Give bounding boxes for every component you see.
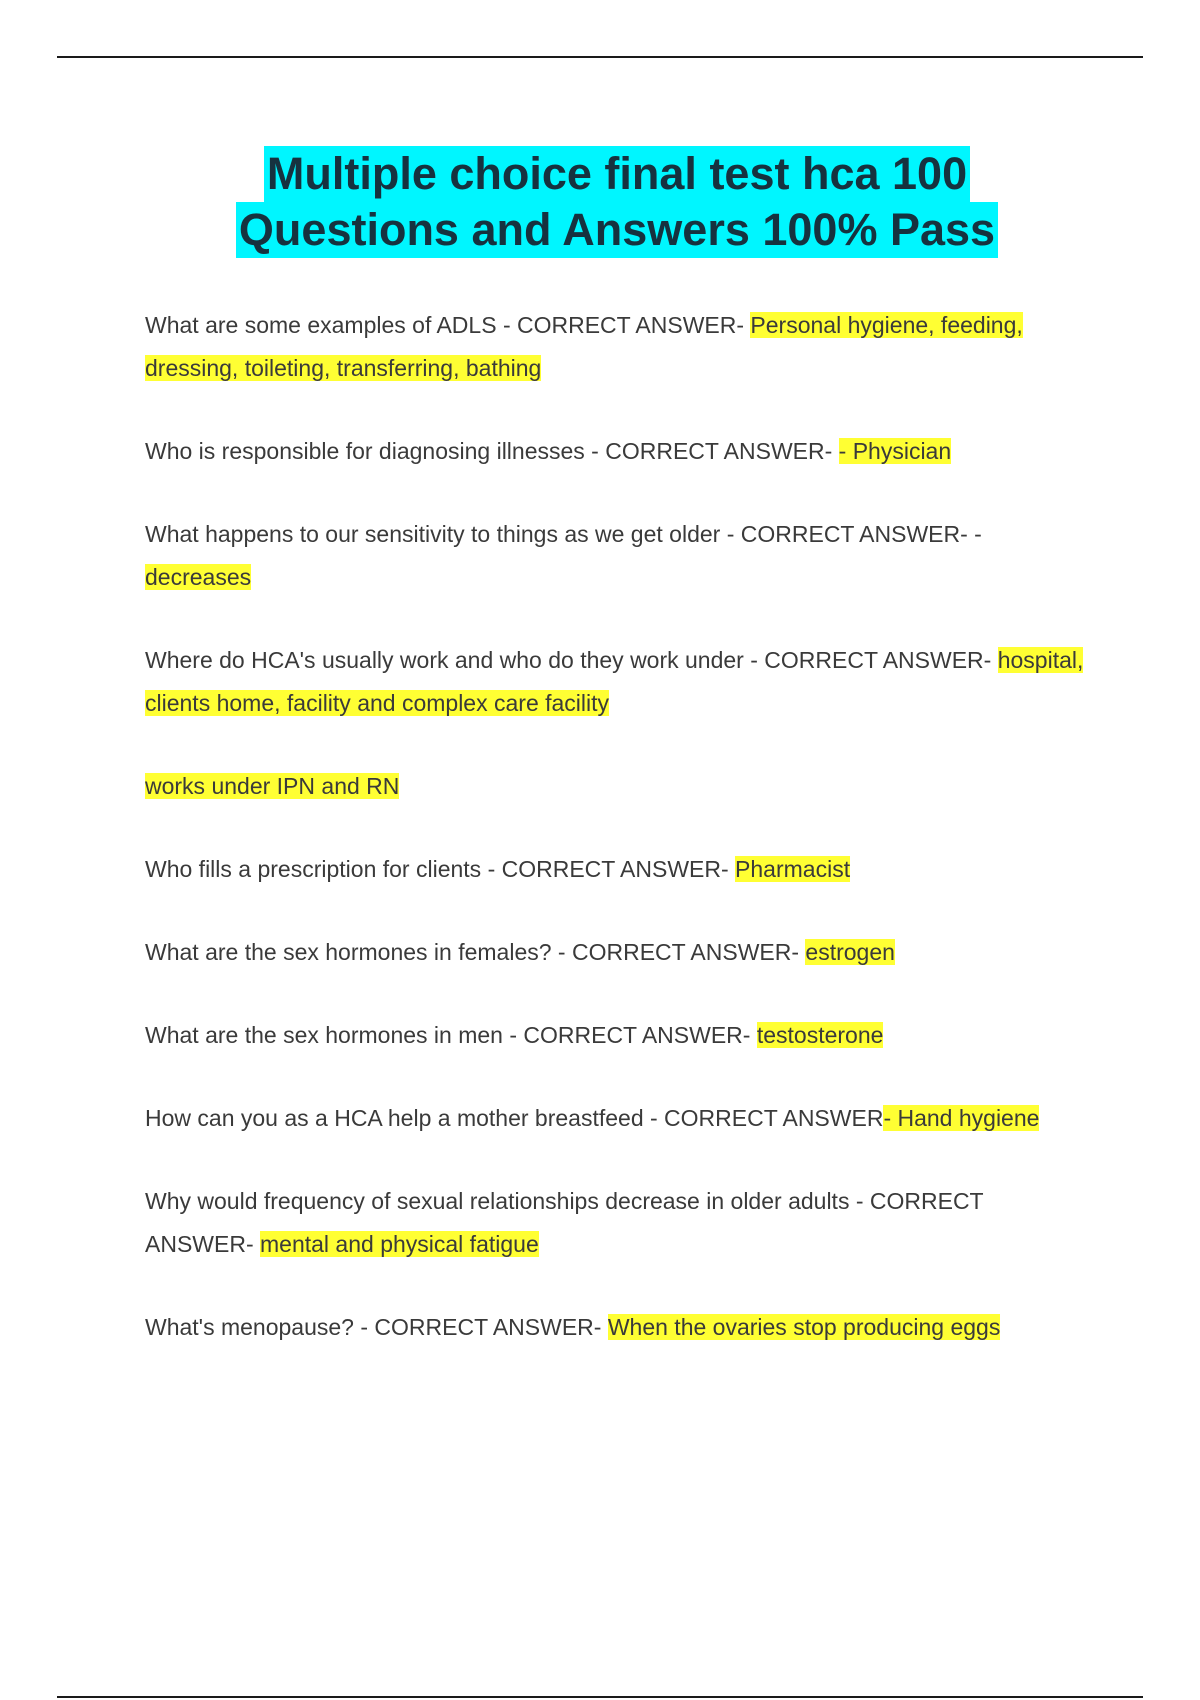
question-text: Who fills a prescription for clients - CORRECT ANSWER-	[145, 856, 736, 882]
qa-item	[145, 430, 1085, 473]
qa-item	[145, 931, 1085, 974]
question-text: Why would frequency of sexual relationships decrease in older adults - CORRECT ANSWER-	[145, 1188, 984, 1257]
qa-list	[145, 304, 1085, 1389]
answer-text: - Hand hygiene	[883, 1105, 1040, 1131]
title-line-1: Multiple choice final test hca 100	[264, 146, 970, 202]
answer-text: works under IPN and RN	[145, 773, 400, 799]
answer-text: mental and physical fatigue	[260, 1231, 539, 1257]
answer-text: Pharmacist	[735, 856, 851, 882]
question-text: Who is responsible for diagnosing illnesses - CORRECT ANSWER-	[145, 438, 839, 464]
answer-text: hospital, clients home, facility and complex care facility	[145, 647, 1084, 716]
question-text: Where do HCA's usually work and who do they work under - CORRECT ANSWER-	[145, 647, 998, 673]
question-text: How can you as a HCA help a mother breastfeed - CORRECT ANSWER	[145, 1105, 884, 1131]
answer-text: estrogen	[805, 939, 895, 965]
qa-item	[145, 848, 1085, 891]
qa-item	[145, 639, 1085, 725]
answer-text: testosterone	[756, 1022, 884, 1048]
qa-item	[145, 1306, 1085, 1349]
answer-text: decreases	[145, 564, 252, 590]
qa-item	[145, 1014, 1085, 1057]
answer-text: When the ovaries stop producing eggs	[607, 1314, 1001, 1340]
question-text: What happens to our sensitivity to things as we get older - CORRECT ANSWER- -	[145, 521, 982, 547]
question-text: What are the sex hormones in men - CORRECT ANSWER-	[145, 1022, 757, 1048]
qa-item	[145, 513, 1085, 599]
question-text: What's menopause? - CORRECT ANSWER-	[145, 1314, 608, 1340]
answer-text: - Physician	[838, 438, 952, 464]
top-rule	[57, 56, 1143, 58]
title-line-2: Questions and Answers 100% Pass	[236, 202, 998, 258]
qa-item	[145, 765, 1085, 808]
answer-text: Personal hygiene, feeding, dressing, toileting, transferring, bathing	[145, 312, 1023, 381]
question-text: What are some examples of ADLS - CORRECT ANSWER-	[145, 312, 751, 338]
question-text: What are the sex hormones in females? - CORRECT ANSWER-	[145, 939, 806, 965]
qa-item	[145, 1180, 1085, 1266]
qa-item	[145, 1097, 1085, 1140]
qa-item	[145, 304, 1085, 390]
document-title	[0, 146, 1200, 258]
bottom-rule	[57, 1696, 1143, 1698]
